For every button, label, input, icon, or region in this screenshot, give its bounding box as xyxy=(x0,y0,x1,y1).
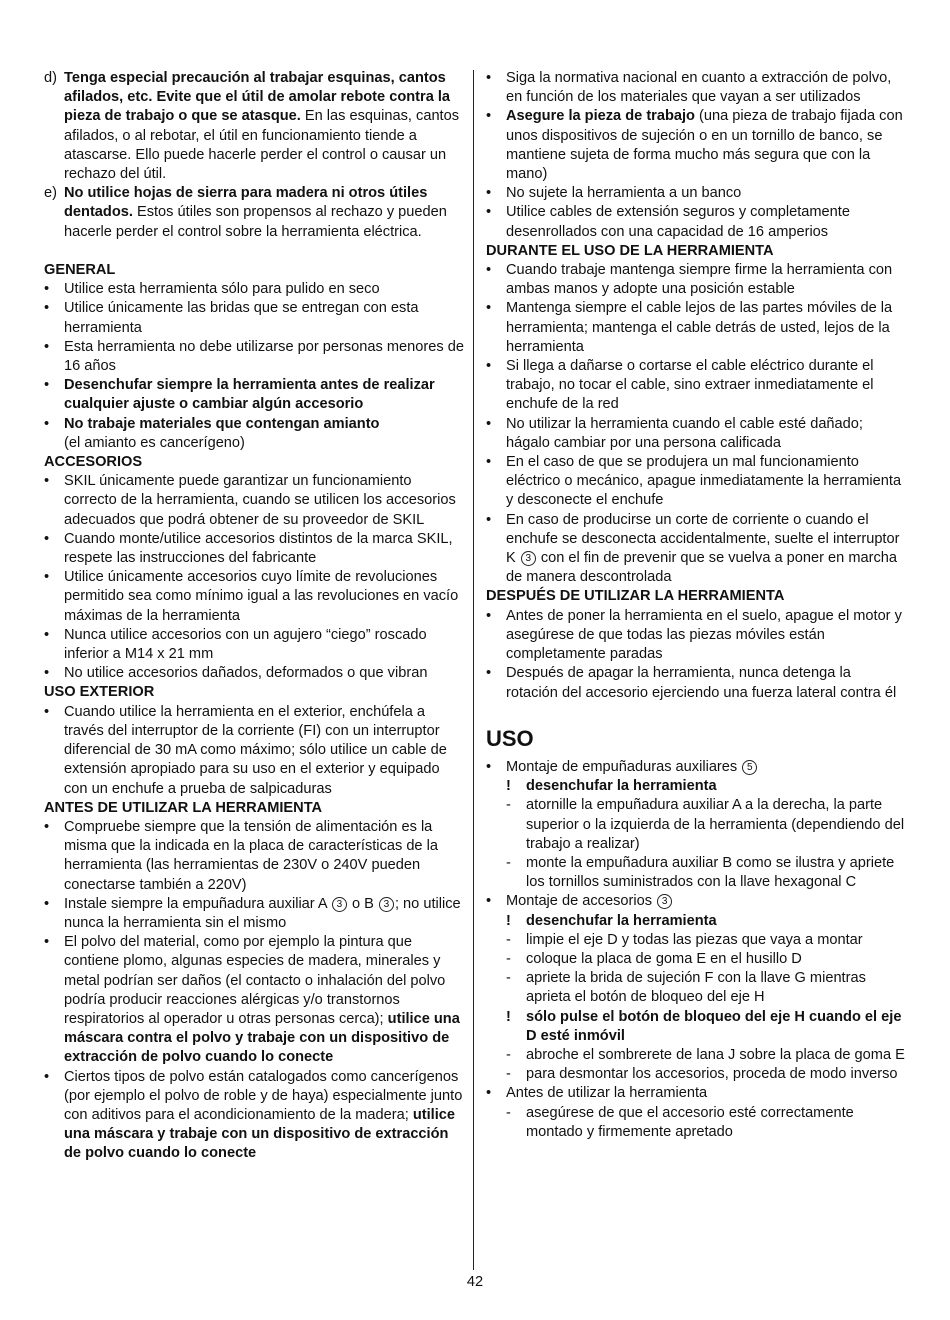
item-text: Instale siempre la empuñadura auxiliar A xyxy=(64,895,327,912)
bullet: • xyxy=(44,818,50,835)
bold-text: Tenga especial precaución al trabajar esquinas, cantos afilados, etc. Evite que el útil de amolar rebote contra la pieza de trabajo o que se atasque. xyxy=(64,70,451,125)
bold-text: No trabaje materiales que contengan amianto xyxy=(64,415,380,432)
item-content xyxy=(506,511,906,588)
bullet: • xyxy=(486,511,492,528)
list-item xyxy=(486,203,906,241)
item-text: Mantenga siempre el cable lejos de las partes móviles de la herramienta; mantenga el cable detrás de usted, lejos de la herramienta xyxy=(506,300,893,355)
item-text: Después de apagar la herramienta, nunca detenga la rotación del accesorio ejerciendo una fuerza lateral contra él xyxy=(506,665,897,701)
item-text: No sujete la herramienta a un banco xyxy=(506,185,742,202)
item-marker: d) xyxy=(44,70,57,86)
bullet: • xyxy=(44,300,50,317)
item-text: Utilice esta herramienta sólo para pulido en seco xyxy=(64,281,380,298)
list-item xyxy=(44,568,466,626)
item-text: Esta herramienta no debe utilizarse por personas menores de 16 años xyxy=(64,338,464,375)
list-item xyxy=(44,280,466,299)
bullet: • xyxy=(44,569,50,586)
item-content xyxy=(64,1068,466,1164)
item-text: Antes de utilizar la herramienta xyxy=(506,1085,708,1102)
dash: - xyxy=(506,950,511,967)
section-heading-uso-exterior: USO EXTERIOR xyxy=(44,684,155,701)
list-item xyxy=(486,892,906,911)
dash-item xyxy=(506,1065,906,1084)
item-text: Cuando utilice la herramienta en el exterior, enchúfela a través del interruptor de la corriente (FI) con un interruptor diferencial de 30 mA como máximo; sólo utilice un cable de extensión apropiado para su uso en el exterior y equipado con un enchufe a prueba de salpicaduras xyxy=(64,703,447,797)
item-content xyxy=(64,933,466,1067)
warning-icon: ! xyxy=(506,778,511,795)
bullet: • xyxy=(486,108,492,125)
list-item xyxy=(486,664,906,702)
bullet: • xyxy=(44,934,50,951)
warning-item xyxy=(506,1008,906,1046)
list-item xyxy=(44,818,466,895)
figure-ref-3: 3 xyxy=(521,551,536,566)
bold-text: Asegure la pieza de trabajo xyxy=(506,108,695,125)
list-item xyxy=(486,299,906,357)
bullet: • xyxy=(44,338,50,355)
item-text: Si llega a dañarse o cortarse el cable eléctrico durante el trabajo, no tocar el cable, sino extraer inmediatamente el enchufe de la red xyxy=(506,358,874,413)
dash-item xyxy=(506,969,906,1007)
dash: - xyxy=(506,1046,511,1063)
figure-ref-3: 3 xyxy=(332,897,347,912)
list-item xyxy=(486,415,906,453)
item-text: Montaje de accesorios xyxy=(506,893,653,910)
item-text: El polvo del material, como por ejemplo la pintura que contiene plomo, algunas especies de madera, minerales y metal podrían ser daños (el contacto o inhalación del polvo podría producir reacciones alérgicas y/o transtornos respiratorios al operador u otras personas cerca); xyxy=(64,934,446,1027)
list-item xyxy=(486,261,906,299)
dash: - xyxy=(506,1066,511,1083)
bullet: • xyxy=(44,703,50,720)
list-item xyxy=(44,472,466,530)
item-text: Utilice únicamente las bridas que se entregan con esta herramienta xyxy=(64,300,419,336)
item-text: En las esquinas, cantos afilados, o al rebotar, el útil en funcionamiento tiende a atascarse. Ello puede hacerle perder el control o causar un rechazo del útil. xyxy=(64,108,460,183)
item-content xyxy=(506,758,906,777)
item-text: Antes de poner la herramienta en el suelo, apague el motor y asegúrese de que todas las piezas móviles están completamente paradas xyxy=(506,607,902,663)
bullet: • xyxy=(486,204,492,221)
dash: - xyxy=(506,931,511,948)
list-item xyxy=(44,703,466,799)
item-text: sólo pulse el botón de bloqueo del eje H cuando el eje D esté inmóvil xyxy=(526,1008,902,1044)
item-content xyxy=(64,184,466,242)
item-text: para desmontar los accesorios, proceda de modo inverso xyxy=(526,1066,898,1083)
list-item xyxy=(44,530,466,568)
section-heading-antes: ANTES DE UTILIZAR LA HERRAMIENTA xyxy=(44,799,323,816)
bullet: • xyxy=(44,626,50,643)
item-text: coloque la placa de goma E en el husillo D xyxy=(526,950,802,967)
list-item xyxy=(486,453,906,511)
item-text: asegúrese de que el accesorio esté correctamente montado y firmemente apretado xyxy=(526,1104,854,1140)
list-item xyxy=(486,357,906,415)
item-text: Compruebe siempre que la tensión de alimentación es la misma que la indicada en la placa de características de la herramienta (las herramientas de 230V o 240V pueden conectarse también a 220V) xyxy=(64,818,438,893)
list-item xyxy=(44,895,466,933)
item-text: o B xyxy=(351,895,374,912)
item-text: abroche el sombrerete de lana J sobre la placa de goma E xyxy=(526,1046,905,1063)
bold-text: No utilice hojas de sierra para madera ni otros útiles dentados. xyxy=(64,185,428,221)
bullet: • xyxy=(486,70,492,86)
column-divider xyxy=(473,70,474,1270)
bullet: • xyxy=(44,1068,50,1085)
dash: - xyxy=(506,1104,511,1121)
item-content xyxy=(64,415,466,453)
bullet: • xyxy=(486,454,492,471)
bold-text: utilice una máscara y trabaje con un dispositivo de extracción de polvo cuando lo conecte xyxy=(64,1106,456,1162)
list-item xyxy=(44,299,466,337)
bullet: • xyxy=(486,665,492,682)
dash-item xyxy=(506,931,906,950)
item-text: con el fin de prevenir que se vuelva a poner en marcha de manera descontrolada xyxy=(506,550,897,586)
left-column xyxy=(44,69,466,1164)
list-item xyxy=(44,1068,466,1164)
warning-item xyxy=(506,777,906,796)
warning-icon: ! xyxy=(506,1008,511,1025)
figure-ref-3: 3 xyxy=(657,894,672,909)
figure-ref-5: 5 xyxy=(742,760,757,775)
item-text: ; no utilice nunca la herramienta sin el mismo xyxy=(64,895,461,931)
bullet: • xyxy=(44,530,50,547)
dash-item xyxy=(506,1046,906,1065)
item-text: Siga la normativa nacional en cuanto a extracción de polvo, en función de los materiales que vayan a ser utilizados xyxy=(506,70,892,106)
bullet: • xyxy=(486,300,492,317)
item-text: Desenchufar siempre la herramienta antes de realizar cualquier ajuste o cambiar algún accesorio xyxy=(64,377,435,413)
item-text: (el amianto es cancerígeno) xyxy=(64,434,245,451)
section-heading-durante: DURANTE EL USO DE LA HERRAMIENTA xyxy=(486,242,774,259)
item-text: SKIL únicamente puede garantizar un funcionamiento correcto de la herramienta, cuando se utilicen los accesorios adecuados que podrá obtener de su proveedor de SKIL xyxy=(64,473,456,528)
item-content xyxy=(64,895,466,933)
bullet: • xyxy=(486,185,492,202)
item-text: desenchufar la herramienta xyxy=(526,912,717,929)
item-text: Nunca utilice accesorios con un agujero “ciego” roscado inferior a M14 x 21 mm xyxy=(64,626,427,663)
list-item xyxy=(44,415,466,453)
list-item xyxy=(486,511,906,588)
item-text: monte la empuñadura auxiliar B como se ilustra y apriete los tornillos suministrados con la llave hexagonal C xyxy=(526,854,895,891)
right-column xyxy=(486,69,906,1142)
warning-item xyxy=(506,912,906,931)
item-text: Estos útiles son propensos al rechazo y pueden hacerle perder el control sobre la herramienta eléctrica. xyxy=(64,204,447,240)
section-heading-despues: DESPUÉS DE UTILIZAR LA HERRAMIENTA xyxy=(486,588,785,605)
bullet: • xyxy=(486,607,492,624)
dash-item xyxy=(506,950,906,969)
item-text: No utilice accesorios dañados, deformados o que vibran xyxy=(64,665,428,682)
item-content xyxy=(64,69,466,184)
list-item xyxy=(44,664,466,683)
dash: - xyxy=(506,970,511,987)
item-text: Utilice cables de extensión seguros y completamente desenrollados con una capacidad de 16 amperios xyxy=(506,204,850,240)
dash: - xyxy=(506,854,511,871)
bullet: • xyxy=(44,281,50,298)
list-item xyxy=(44,338,466,376)
item-text: Montaje de empuñaduras auxiliares xyxy=(506,758,738,775)
list-item xyxy=(486,1084,906,1103)
bullet: • xyxy=(44,473,50,490)
list-item xyxy=(44,376,466,414)
list-item-d xyxy=(44,69,466,184)
bullet: • xyxy=(486,893,492,910)
item-marker: e) xyxy=(44,185,57,202)
list-item xyxy=(486,758,906,777)
dash: - xyxy=(506,797,511,814)
item-text: (una pieza de trabajo fijada con unos dispositivos de sujeción o en un tornillo de banco, se mantiene sujeta de forma mucho más segura que con la mano) xyxy=(506,108,903,183)
item-text: atornille la empuñadura auxiliar A a la derecha, la parte superior o la izquierda de la herramienta (dependiendo del trabajo a realizar) xyxy=(526,797,905,852)
list-item xyxy=(486,607,906,665)
dash-item xyxy=(506,854,906,892)
bold-text: utilice una máscara contra el polvo y trabaje con un dispositivo de extracción de polvo cuando lo conecte xyxy=(64,1010,460,1066)
figure-ref-3: 3 xyxy=(379,897,394,912)
bullet: • xyxy=(486,415,492,432)
item-text: desenchufar la herramienta xyxy=(526,778,717,795)
item-text: Cuando trabaje mantenga siempre firme la herramienta con ambas manos y adopte una posición estable xyxy=(506,262,893,298)
bullet: • xyxy=(44,665,50,682)
bullet: • xyxy=(44,895,50,912)
item-text: Ciertos tipos de polvo están catalogados como cancerígenos (por ejemplo el polvo de roble y de haya) especialmente junto con aditivos para el acondicionamiento de la madera; xyxy=(64,1068,463,1123)
list-item-e xyxy=(44,184,466,242)
item-text: Utilice únicamente accesorios cuyo límite de revoluciones permitido sea como mínimo igual a las revoluciones en vacío máximas de la herramienta xyxy=(64,569,459,624)
bullet: • xyxy=(486,1085,492,1102)
section-heading-accesorios: ACCESORIOS xyxy=(44,454,143,471)
dash-item xyxy=(506,796,906,854)
list-item xyxy=(486,107,906,184)
bullet: • xyxy=(486,758,492,775)
dash-item xyxy=(506,1104,906,1142)
bullet: • xyxy=(44,415,50,432)
list-item xyxy=(44,933,466,1067)
bullet: • xyxy=(486,358,492,375)
bullet: • xyxy=(486,262,492,279)
item-content xyxy=(506,892,906,911)
item-text: En caso de producirse un corte de corriente o cuando el enchufe se desconecta accidentalmente, suelte el interruptor K xyxy=(506,511,900,567)
item-content xyxy=(506,107,906,184)
section-title-uso: USO xyxy=(486,725,534,751)
item-text: Cuando monte/utilice accesorios distintos de la marca SKIL, respete las instrucciones del fabricante xyxy=(64,530,453,567)
list-item xyxy=(486,69,906,107)
item-text: limpie el eje D y todas las piezas que vaya a montar xyxy=(526,931,863,948)
item-text: apriete la brida de sujeción F con la llave G mientras aprieta el botón de bloqueo del eje H xyxy=(526,970,866,1006)
item-text: En el caso de que se produjera un mal funcionamiento eléctrico o mecánico, apague inmediatamente la herramienta y desconecte el enchufe xyxy=(506,454,902,509)
list-item xyxy=(44,626,466,664)
bullet: • xyxy=(44,377,50,394)
page-number: 42 xyxy=(466,1274,484,1290)
warning-icon: ! xyxy=(506,912,511,929)
list-item xyxy=(486,184,906,203)
item-text: No utilizar la herramienta cuando el cable esté dañado; hágalo cambiar por una persona calificada xyxy=(506,415,863,451)
section-heading-general: GENERAL xyxy=(44,262,116,279)
